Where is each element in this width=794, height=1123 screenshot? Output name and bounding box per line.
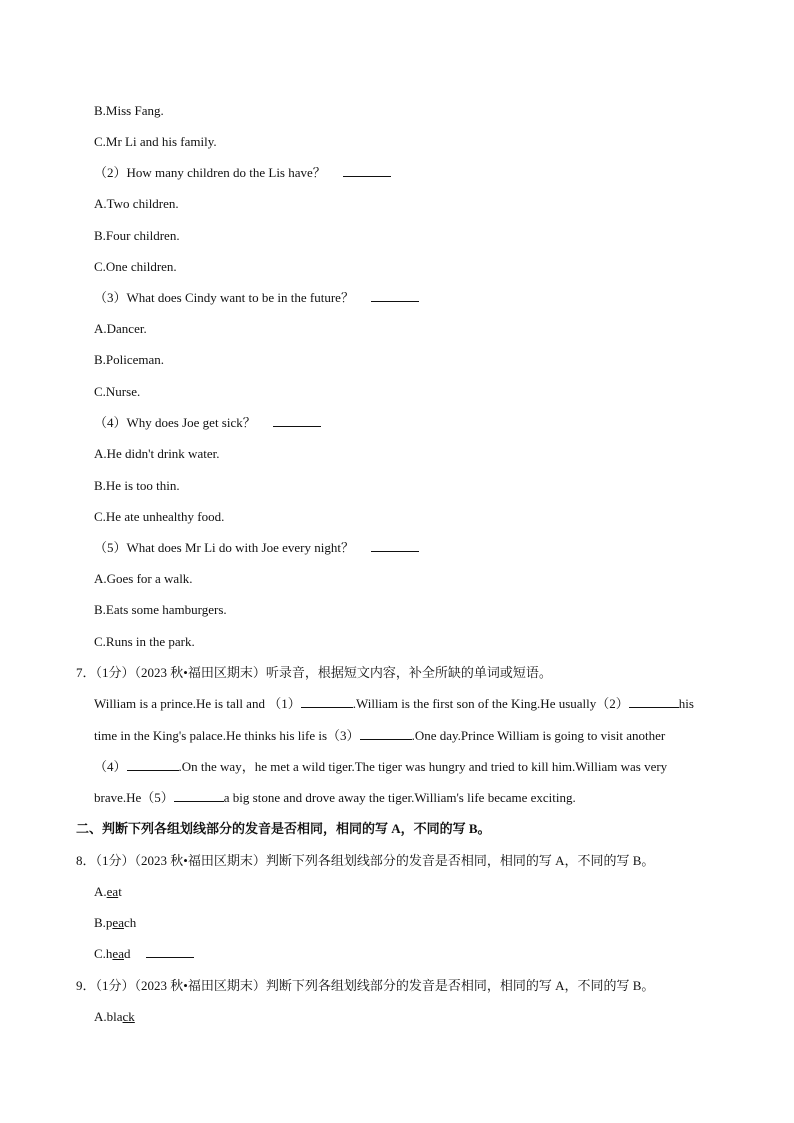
q7-text: .William is the first son of the King.He usually（2） (352, 696, 629, 711)
q6-1-option-b: B.Miss Fang. (94, 103, 164, 118)
q6-2-answer-blank[interactable] (343, 164, 391, 177)
q6-2-stem (94, 164, 391, 182)
q7-text: his (678, 696, 694, 711)
q6-2-stem-text: （2）How many children do the Lis have？ (94, 165, 326, 180)
q7-text: William is a prince.He is tall and （1） (94, 696, 301, 711)
q8-number: 8． (76, 853, 96, 868)
q7-text: .One day.Prince William is going to visit another (411, 728, 666, 743)
q6-4-stem-text: （4）Why does Joe get sick？ (94, 415, 256, 430)
q7-text: a big stone and drove away the tiger.William's life became exciting. (223, 790, 576, 805)
q8-underlined: ea (112, 915, 124, 930)
q9-number: 9． (76, 978, 96, 993)
q7-blank-3[interactable] (360, 727, 412, 740)
q7-passage-line-4 (94, 789, 722, 807)
q8-text: ch (123, 915, 137, 930)
q8-answer-blank[interactable] (146, 945, 194, 958)
q6-5-option-b: B.Eats some hamburgers. (94, 602, 227, 617)
q6-4-option-a: A.He didn't drink water. (94, 446, 220, 461)
q7-passage-line-3 (94, 758, 722, 776)
q9-option-a (94, 1008, 135, 1026)
q8-underlined: ea (106, 884, 119, 899)
q6-2-option-a: A.Two children. (94, 196, 179, 211)
q9-underlined: ck (122, 1009, 135, 1024)
q6-5-option-c: C.Runs in the park. (94, 634, 195, 649)
q9-text: A.bla (94, 1009, 123, 1024)
q6-3-option-c: C.Nurse. (94, 384, 141, 399)
q8-option-c (94, 945, 194, 963)
q7-text: （4） (94, 759, 127, 774)
q8-option-b (94, 914, 136, 932)
q8-text: B.p (94, 915, 113, 930)
q9-header (76, 977, 654, 995)
q7-text: time in the King's palace.He thinks his life is（3） (94, 728, 360, 743)
q8-header-text: （1分）（2023 秋•福田区期末）判断下列各组划线部分的发音是否相同，相同的写 A，不同的写 B。 (95, 853, 655, 868)
q6-3-option-a: A.Dancer. (94, 321, 147, 336)
q8-text: C.h (94, 946, 113, 961)
q7-blank-4[interactable] (127, 758, 179, 771)
section-2-title: 二、判断下列各组划线部分的发音是否相同，相同的写 A，不同的写 B。 (76, 821, 491, 836)
q6-5-stem (94, 539, 419, 557)
q8-text: t (118, 884, 122, 899)
q7-number: 7． (76, 665, 96, 680)
q6-3-answer-blank[interactable] (371, 289, 419, 302)
q6-3-stem (94, 289, 419, 307)
q6-3-stem-text: （3）What does Cindy want to be in the future？ (94, 290, 354, 305)
q6-5-answer-blank[interactable] (371, 539, 419, 552)
q6-4-stem (94, 414, 321, 432)
q6-4-option-c: C.He ate unhealthy food. (94, 509, 225, 524)
q6-4-option-b: B.He is too thin. (94, 478, 180, 493)
q7-text: brave.He（5） (94, 790, 174, 805)
q7-header-text: （1分）（2023 秋•福田区期末）听录音，根据短文内容，补全所缺的单词或短语。 (95, 665, 552, 680)
q6-4-answer-blank[interactable] (273, 414, 321, 427)
q6-5-option-a: A.Goes for a walk. (94, 571, 193, 586)
q6-2-option-c: C.One children. (94, 259, 177, 274)
q6-1-option-c: C.Mr Li and his family. (94, 134, 217, 149)
q8-text: A. (94, 884, 107, 899)
q6-3-option-b: B.Policeman. (94, 352, 165, 367)
q7-text: .On the way，he met a wild tiger.The tiger was hungry and tried to kill him.William was very (178, 759, 668, 774)
q7-header (76, 664, 552, 682)
q9-header-text: （1分）（2023 秋•福田区期末）判断下列各组划线部分的发音是否相同，相同的写 A，不同的写 B。 (95, 978, 655, 993)
q7-blank-5[interactable] (174, 789, 224, 802)
q6-5-stem-text: （5）What does Mr Li do with Joe every night？ (94, 540, 354, 555)
q7-passage-line-1 (94, 695, 722, 713)
q8-header (76, 852, 654, 870)
q8-text: d (123, 946, 131, 961)
q8-underlined: ea (112, 946, 124, 961)
q7-passage-line-2 (94, 727, 722, 745)
q8-option-a (94, 883, 122, 901)
q7-blank-2[interactable] (629, 695, 679, 708)
q6-2-option-b: B.Four children. (94, 228, 180, 243)
q7-blank-1[interactable] (301, 695, 353, 708)
